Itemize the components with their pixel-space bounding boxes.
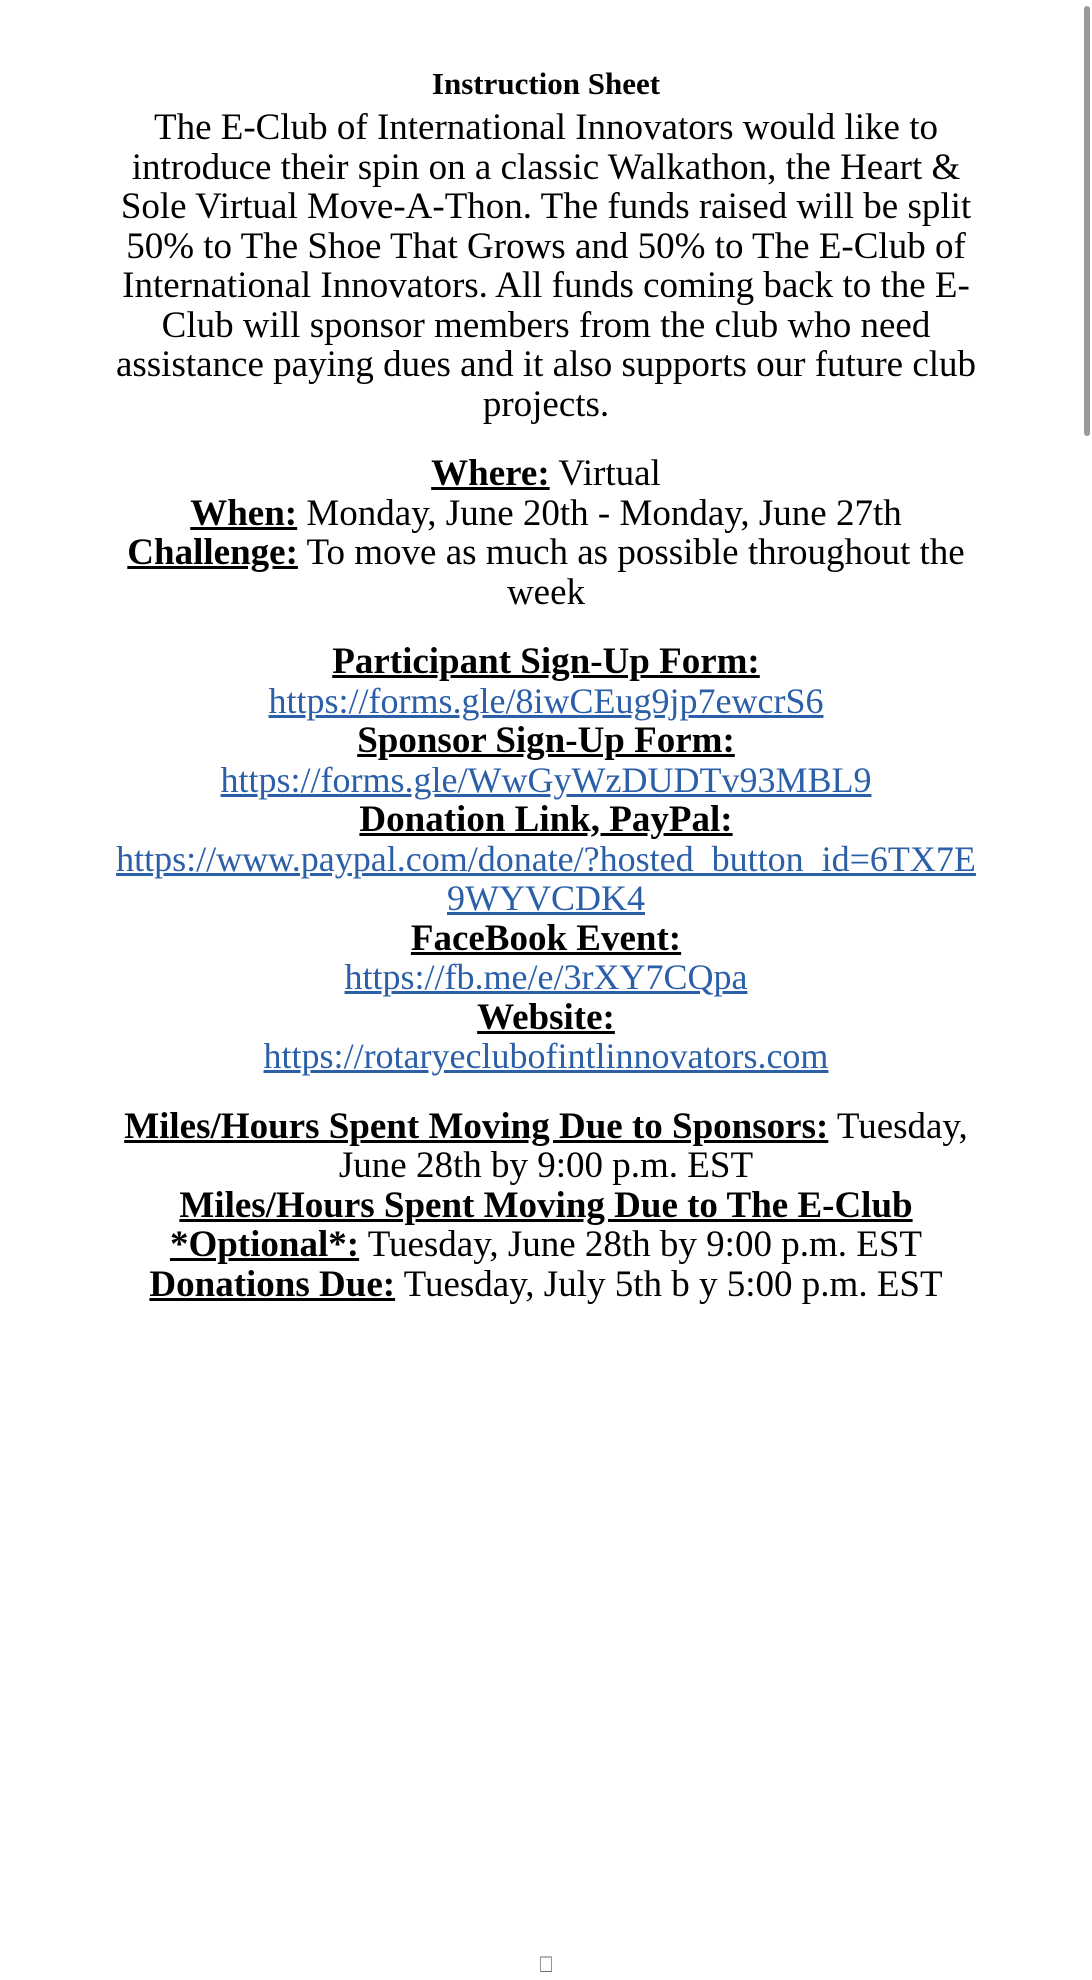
intro-paragraph: The E-Club of International Innovators would like to introduce their spin on a classic Walkathon, the Heart & Sole Virtual Move-A-Thon. The funds raised will be split 50% to The Shoe That Grows and 50% to The E-Club of International Innovators. All funds coming back to the E-Club will sponsor members from the club who need assistance paying dues and it also supports our future club projects.	[115, 107, 977, 425]
page-title: Instruction Sheet	[431, 66, 661, 101]
link-heading-facebook-event: FaceBook Event:	[410, 917, 682, 959]
spacer	[110, 612, 982, 642]
detail-value-when: Monday, June 20th - Monday, June 27th	[306, 492, 902, 534]
detail-label-challenge: Challenge:	[127, 532, 298, 573]
detail-row-challenge	[110, 533, 982, 612]
detail-value-where: Virtual	[558, 453, 661, 494]
event-details	[110, 454, 982, 612]
vertical-scrollbar[interactable]	[1082, 0, 1092, 1980]
links-section	[110, 642, 982, 1077]
deadline-row-sponsors	[110, 1107, 982, 1186]
link-heading-website: Website:	[477, 996, 615, 1038]
link-heading-participant-form: Participant Sign-Up Form:	[332, 641, 760, 682]
link-sponsor-form[interactable]: https://forms.gle/WwGyWzDUDTv93MBL9	[220, 759, 872, 800]
link-donation-paypal[interactable]: https://www.paypal.com/donate/?hosted_button_id=6TX7E9WYVCDK4	[116, 838, 976, 918]
deadline-row-donations	[110, 1265, 982, 1305]
deadline-value-sponsors: Tuesday, June 28th by 9:00 p.m. EST	[338, 1105, 968, 1186]
page-bottom-glyph: ⎕	[539, 1952, 553, 1977]
deadline-row-eclub	[110, 1186, 982, 1265]
deadlines-section	[110, 1107, 982, 1305]
detail-row-when	[110, 494, 982, 534]
scrollbar-thumb[interactable]	[1084, 6, 1090, 436]
detail-value-challenge: To move as much as possible throughout the week	[306, 532, 965, 613]
deadline-value-eclub: Tuesday, June 28th by 9:00 p.m. EST	[367, 1224, 923, 1265]
link-participant-form[interactable]: https://forms.gle/8iwCEug9jp7ewcrS6	[268, 680, 824, 721]
link-heading-sponsor-form: Sponsor Sign-Up Form:	[357, 720, 735, 761]
deadline-label-eclub: Miles/Hours Spent Moving Due to The E-Club *Optional*:	[169, 1184, 913, 1265]
detail-label-where: Where:	[431, 453, 550, 494]
deadline-value-donations: Tuesday, July 5th b y 5:00 p.m. EST	[403, 1263, 943, 1305]
link-heading-donation-paypal: Donation Link, PayPal:	[359, 799, 733, 840]
deadline-label-donations: Donations Due:	[149, 1263, 396, 1305]
link-facebook-event[interactable]: https://fb.me/e/3rXY7CQpa	[344, 957, 748, 997]
deadline-label-sponsors: Miles/Hours Spent Moving Due to Sponsors:	[124, 1105, 829, 1147]
link-website[interactable]: https://rotaryeclubofintlinnovators.com	[263, 1036, 829, 1076]
spacer	[110, 424, 982, 454]
detail-row-where	[110, 454, 982, 494]
detail-label-when: When:	[190, 492, 298, 534]
spacer	[110, 1077, 982, 1107]
